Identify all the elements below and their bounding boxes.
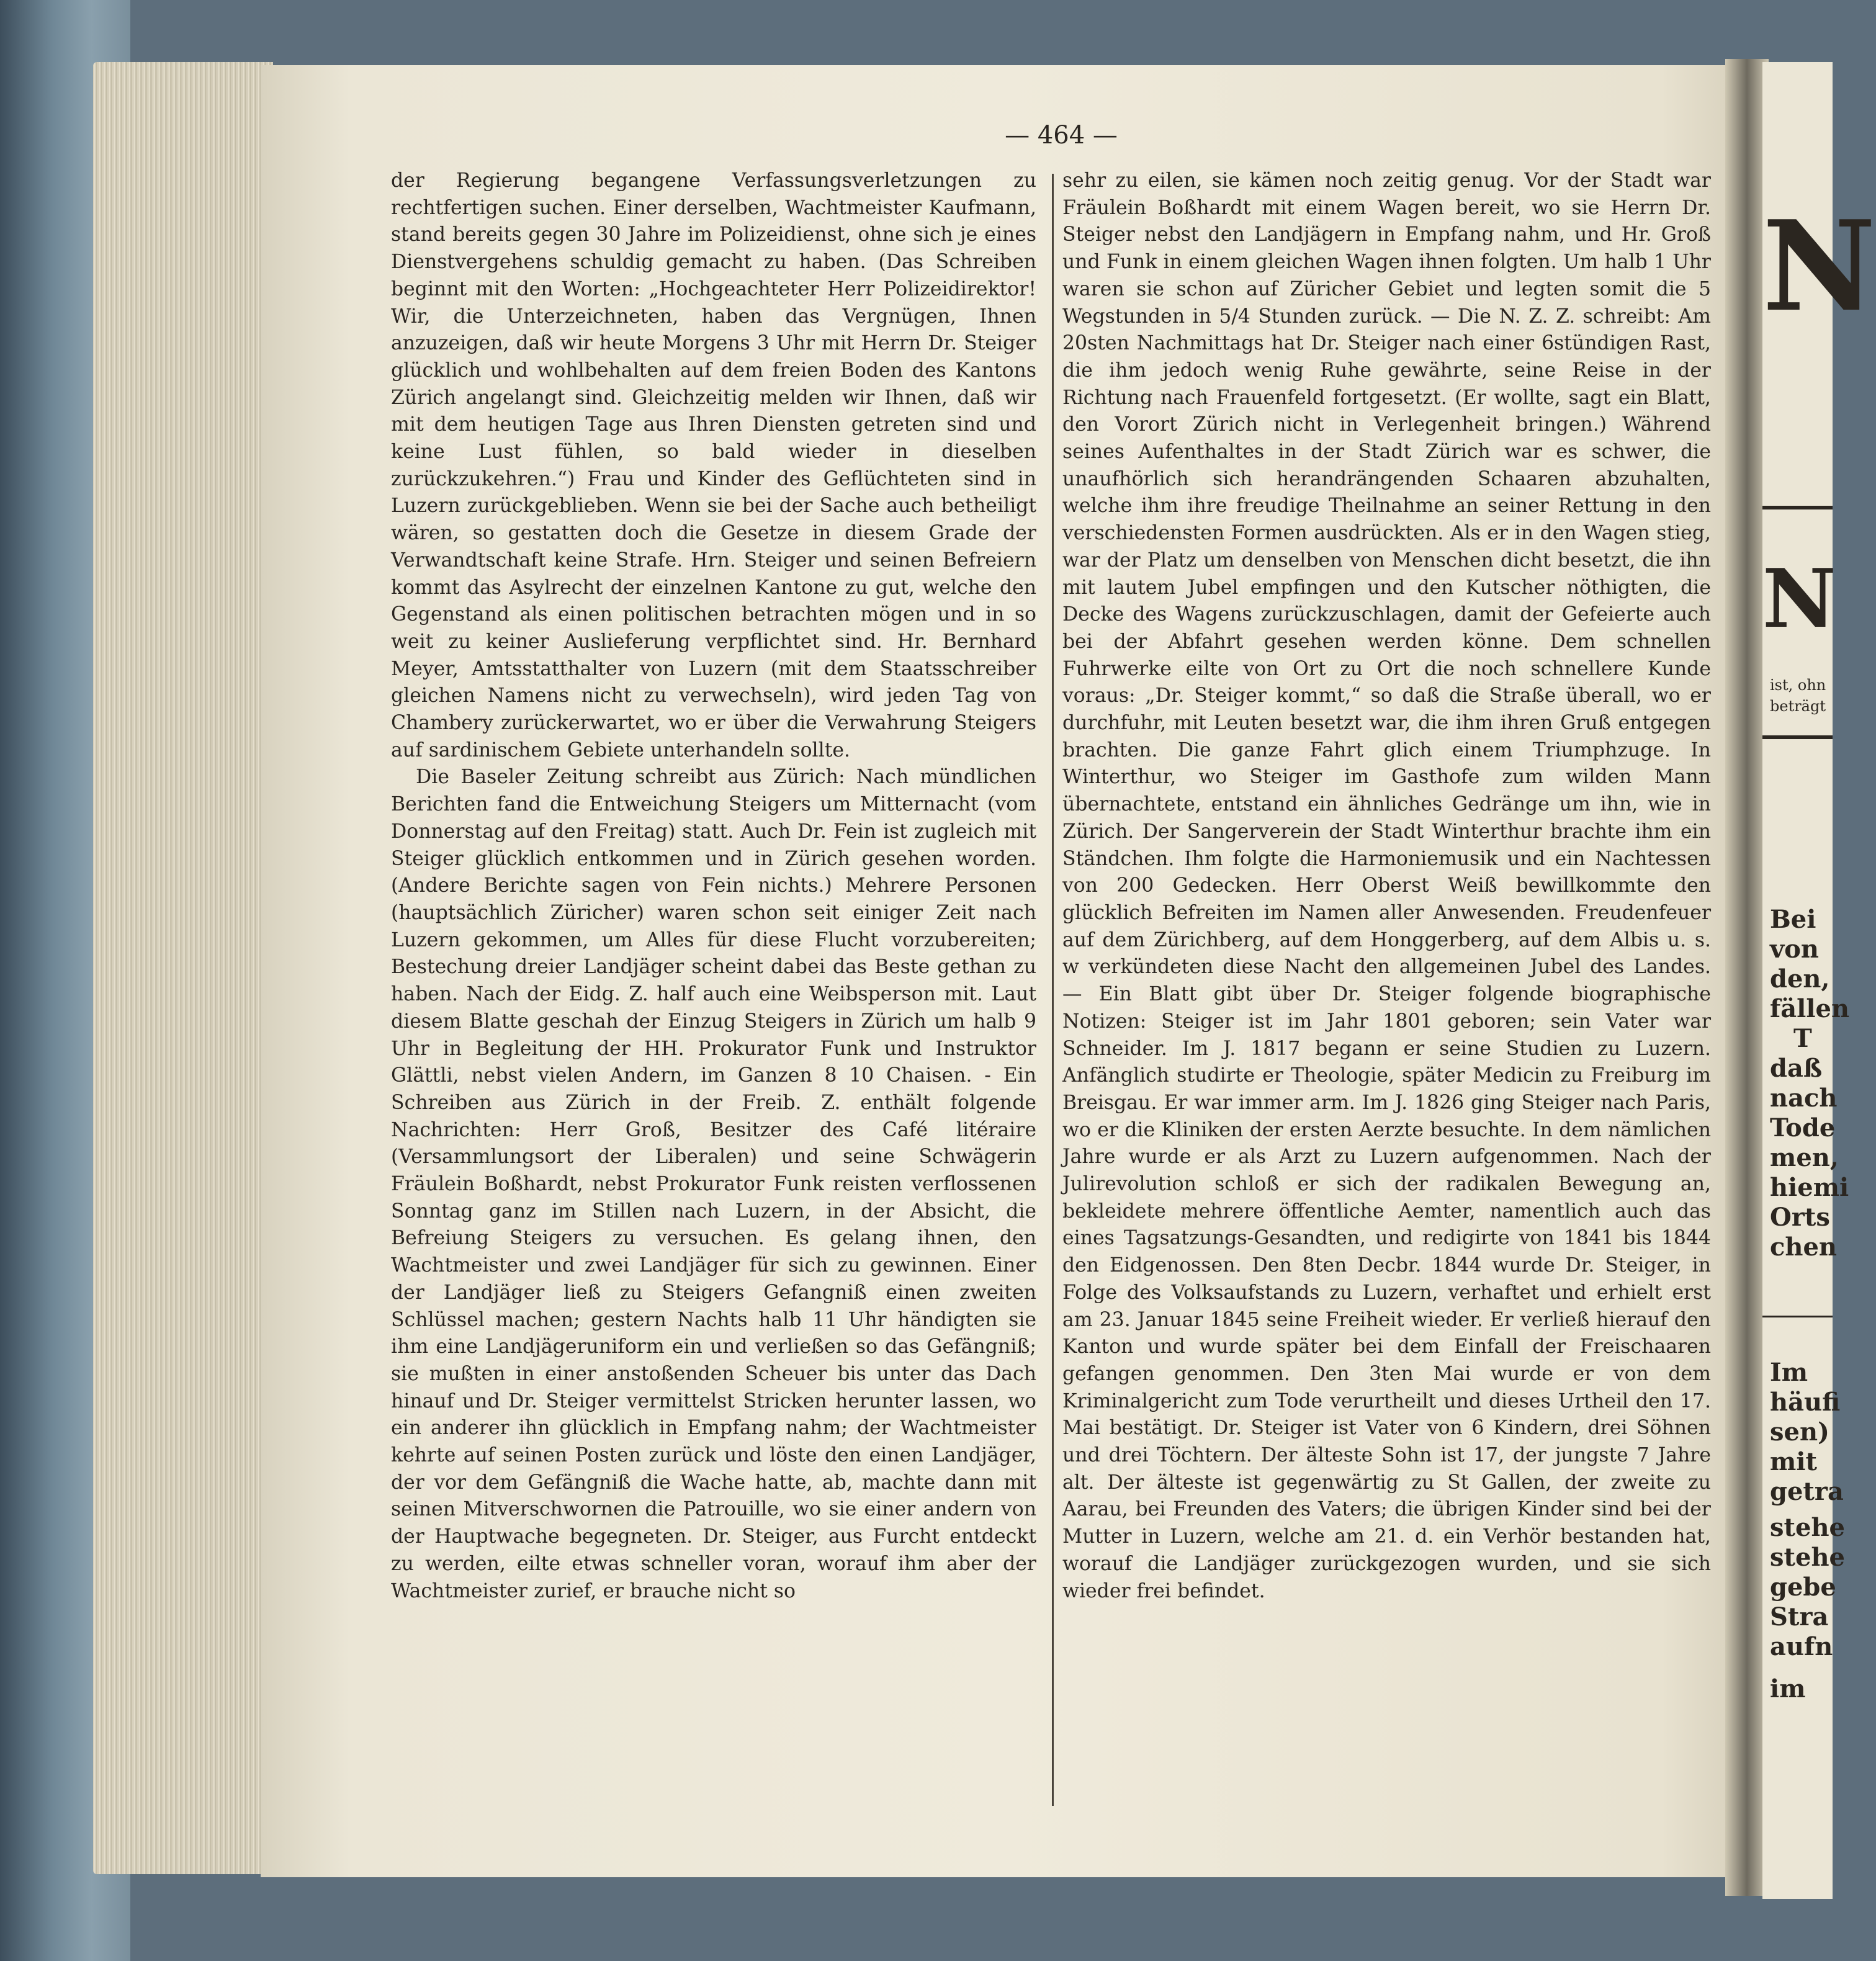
next-page-fragment: stehe	[1770, 1513, 1845, 1542]
next-page-fragment: Bei	[1770, 905, 1816, 934]
next-page-fragment: im	[1770, 1674, 1806, 1703]
next-page-fragment: ist, ohn	[1770, 676, 1826, 694]
page-edges	[93, 62, 273, 1874]
next-page-fragment: Im	[1770, 1358, 1808, 1387]
next-page-rule	[1762, 506, 1833, 509]
next-page-fragment: N	[1762, 551, 1836, 646]
next-page-fragment: den,	[1770, 964, 1830, 994]
next-page-fragment: gebe	[1770, 1573, 1836, 1602]
next-page-fragment: chen	[1770, 1232, 1837, 1262]
next-page-fragment: nach	[1770, 1084, 1838, 1113]
next-page-rule	[1762, 735, 1833, 739]
next-page-fragment: beträgt	[1770, 698, 1826, 715]
next-page-edge	[1762, 62, 1876, 1899]
next-page-fragment: men,	[1770, 1143, 1839, 1172]
next-page-fragment: hiemi	[1770, 1173, 1849, 1202]
next-page-fragment: getra	[1770, 1477, 1844, 1506]
next-page-fragment: daß	[1770, 1054, 1823, 1083]
next-page-fragment: T	[1793, 1024, 1812, 1053]
next-page-fragment: aufn	[1770, 1632, 1833, 1661]
paragraph: der Regierung begangene Verfassungsverletzungen zu rechtfertigen suchen. Einer derselben, Wachtmeister Kaufmann, stand bereits gegen 30 Jahre im Polizeidienst, ohne sich je eines Dienstvergehens schuldig gemacht zu haben. (Das Schreiben beginnt mit den Worten: „Hochgeachteter Herr Polizeidirektor! Wir, die Unterzeichneten, haben das Vergnügen, Ihnen anzuzeigen, daß wir heute Morgens 3 Uhr mit Herrn Dr. Steiger glücklich und wohlbehalten auf dem freien Boden des Kantons Zürich angelangt sind. Gleichzeitig melden wir Ihnen, daß wir mit dem heutigen Tage aus Ihren Diensten getreten sind und keine Lust fühlen, so bald wieder in dieselben zurückzukehren.“) Frau und Kinder des Geflüchteten sind in Luzern zurückgeblieben. Wenn sie bei der Sache auch betheiligt wären, so gestatten doch die Gesetze in diesem Grade der Verwandtschaft keine Strafe. Hrn. Steiger und seinen Befreiern kommt das Asylrecht der einzelnen Kantone zu gut, welche den Gegenstand als einen politischen betrachten mögen und in so weit zu keiner Auslieferung verpflichtet sind. Hr. Bernhard Meyer, Amtsstatthalter von Luzern (mit dem Staatsschreiber gleichen Namens nicht zu verwechseln), wird jeden Tag von Chambery zurückerwartet, wo er über die Verwahrung Steigers auf sardinischem Gebiete unterhandeln sollte.	[391, 169, 1036, 761]
right-column	[1062, 168, 1711, 1818]
next-page-fragment: Stra	[1770, 1602, 1829, 1631]
paragraph: sehr zu eilen, sie kämen noch zeitig genug. Vor der Stadt war Fräulein Boßhardt mit einem Wagen bereit, wo sie Herrn Dr. Steiger nebst den Landjägern in Empfang nahm, und Hr. Groß und Funk in einem gleichen Wagen ihnen folgten. Um halb 1 Uhr waren sie schon auf Züricher Gebiet und legten somit die 5 Wegstunden in 5/4 Stunden zurück. — Die N. Z. Z. schreibt: Am 20sten Nachmittags hat Dr. Steiger nach einer 6stündigen Rast, die ihm jedoch wenig Ruhe gewährte, seine Reise in der Richtung nach Frauenfeld fortgesetzt. (Er wollte, sagt ein Blatt, den Vorort Zürich nicht in Verlegenheit bringen.) Während seines Aufenthaltes in der Stadt Zürich war es schwer, die unaufhörlich sich herandrängenden Schaaren abzuhalten, welche ihm ihre freudige Theilnahme an seiner Rettung in den verschiedensten Formen ausdrückten. Als er in den Wagen stieg, war der Platz um denselben von Menschen dicht besetzt, die ihn mit lautem Jubel empfingen und den Kutscher nöthigten, die Decke des Wagens zurückzuschlagen, damit der Gefeierte auch bei der Abfahrt gesehen werden könne. Dem schnellen Fuhrwerke eilte von Ort zu Ort die noch schnellere Kunde voraus: „Dr. Steiger kommt,“ so daß die Straße überall, wo er durchfuhr, mit Leuten besetzt war, die ihm ihren Gruß entgegen brachten. Die ganze Fahrt glich einem Triumphzuge. In Winterthur, wo Steiger im Gasthofe zum wilden Mann übernachtete, entstand ein ähnliches Gedränge um ihn, wie in Zürich. Der Sangerverein der Stadt Winterthur brachte ihm ein Ständchen. Ihm folgte die Harmoniemusik und ein Nachtessen von 200 Gedecken. Herr Oberst Weiß bewillkommte den glücklich Befreiten im Namen aller Anwesenden. Freudenfeuer auf dem Zürichberg, auf dem Honggerberg, auf dem Albis u. s. w verkündeten diese Nacht den allgemeinen Jubel des Landes. — Ein Blatt gibt über Dr. Steiger folgende biographische Notizen: Steiger ist im Jahr 1801 geboren; sein Vater war Schneider. Im J. 1817 begann er seine Studien zu Luzern. Anfänglich studirte er Theologie, später Medicin zu Freiburg im Breisgau. Er war immer arm. Im J. 1826 ging Steiger nach Paris, wo er die Kliniken der ersten Aerzte besuchte. In dem nämlichen Jahre wurde er als Arzt zu Luzern aufgenommen. Nach der Julirevolution schloß er sich der radikalen Bewegung an, bekleidete mehrere öffentliche Aemter, namentlich auch das eines Tagsatzungs-Gesandten, und redigirte von 1841 bis 1844 den Eidgenossen. Den 8ten Decbr. 1844 wurde Dr. Steiger, in Folge des Volksaufstands zu Luzern, verhaftet und erhielt erst am 23. Januar 1845 seine Freiheit wieder. Er verließ hierauf den Kanton und wurde später bei dem Einfall der Freischaaren gefangen genommen. Den 3ten Mai wurde er von dem Kriminalgericht zum Tode verurtheilt und dieses Urtheil den 17. Mai bestätigt. Dr. Steiger ist Vater von 6 Kindern, drei Söhnen und drei Töchtern. Der älteste Sohn ist 17, der jungste 7 Jahre alt. Der älteste ist gegenwärtig zu St Gallen, der zweite zu Aarau, bei Freunden des Vaters; die übrigen Kinder sind bei der Mutter in Luzern, welche am 21. d. ein Verhör bestanden hat, worauf die Landjäger zurückgezogen wurden, und sie sich wieder frei befindet.	[1062, 169, 1711, 1602]
next-page-fragment: fällen	[1770, 994, 1850, 1023]
next-page-fragment: sen)	[1770, 1417, 1829, 1447]
next-page-fragment: mit	[1770, 1447, 1817, 1476]
page-number: — 464 —	[1005, 121, 1118, 150]
next-page-rule	[1762, 1316, 1833, 1317]
left-column	[391, 168, 1036, 1818]
next-page-fragment: Orts	[1770, 1203, 1830, 1232]
next-page-fragment: N	[1762, 194, 1876, 339]
next-page-fragment: Tode	[1770, 1113, 1836, 1142]
next-page-fragment: stehe	[1770, 1543, 1845, 1572]
paragraph: Die Baseler Zeitung schreibt aus Zürich: Nach mündlichen Berichten fand die Entweichung Steigers um Mitternacht (vom Donnerstag auf den Freitag) statt. Auch Dr. Fein ist zugleich mit Steiger glücklich entkommen und in Zürich gesehen worden. (Andere Berichte sagen von Fein nichts.) Mehrere Personen (hauptsächlich Züricher) waren schon seit einiger Zeit nach Luzern gekommen, um Alles für diese Flucht vorzubereiten; Bestechung dreier Landjäger scheint dabei das Beste gethan zu haben. Nach der Eidg. Z. half auch eine Weibsperson mit. Laut diesem Blatte geschah der Einzug Steigers in Zürich um halb 9 Uhr in Begleitung der HH. Prokurator Funk und Instruktor Glättli, nebst vielen Andern, im Ganzen 8 10 Chaisen. - Ein Schreiben aus Zürich in der Freib. Z. enthält folgende Nachrichten: Herr Groß, Besitzer des Café litéraire (Versammlungsort der Liberalen) und seine Schwägerin Fräulein Boßhardt, nebst Prokurator Funk reisten verflossenen Sonntag ganz im Stillen nach Luzern, in der Absicht, die Befreiung Steigers zu versuchen. Es gelang ihnen, den Wachtmeister und zwei Landjäger für sich zu gewinnen. Einer der Landjäger ließ zu Steigers Gefangniß einen zweiten Schlüssel machen; gestern Nachts halb 11 Uhr händigten sie ihm eine Landjägeruniform ein und verließen so das Gefängniß; sie mußten in einer anstoßenden Scheuer bis unter das Dach hinauf und Dr. Steiger vermittelst Stricken herunter lassen, wo ein anderer ihn glücklich in Empfang nahm; der Wachtmeister kehrte auf seinen Posten zurück und löste den einen Landjäger, der vor dem Gefängniß die Wache hatte, ab, machte dann mit seinen Mitverschwornen die Patrouille, wo sie einer andern von der Hauptwache begegneten. Dr. Steiger, aus Furcht entdeckt zu werden, eilte etwas schneller voran, worauf ihm aber der Wachtmeister zurief, er brauche nicht so	[391, 766, 1036, 1602]
next-page-fragment: häufi	[1770, 1388, 1841, 1417]
column-divider	[1052, 174, 1054, 1806]
next-page-fragment: von	[1770, 935, 1820, 964]
